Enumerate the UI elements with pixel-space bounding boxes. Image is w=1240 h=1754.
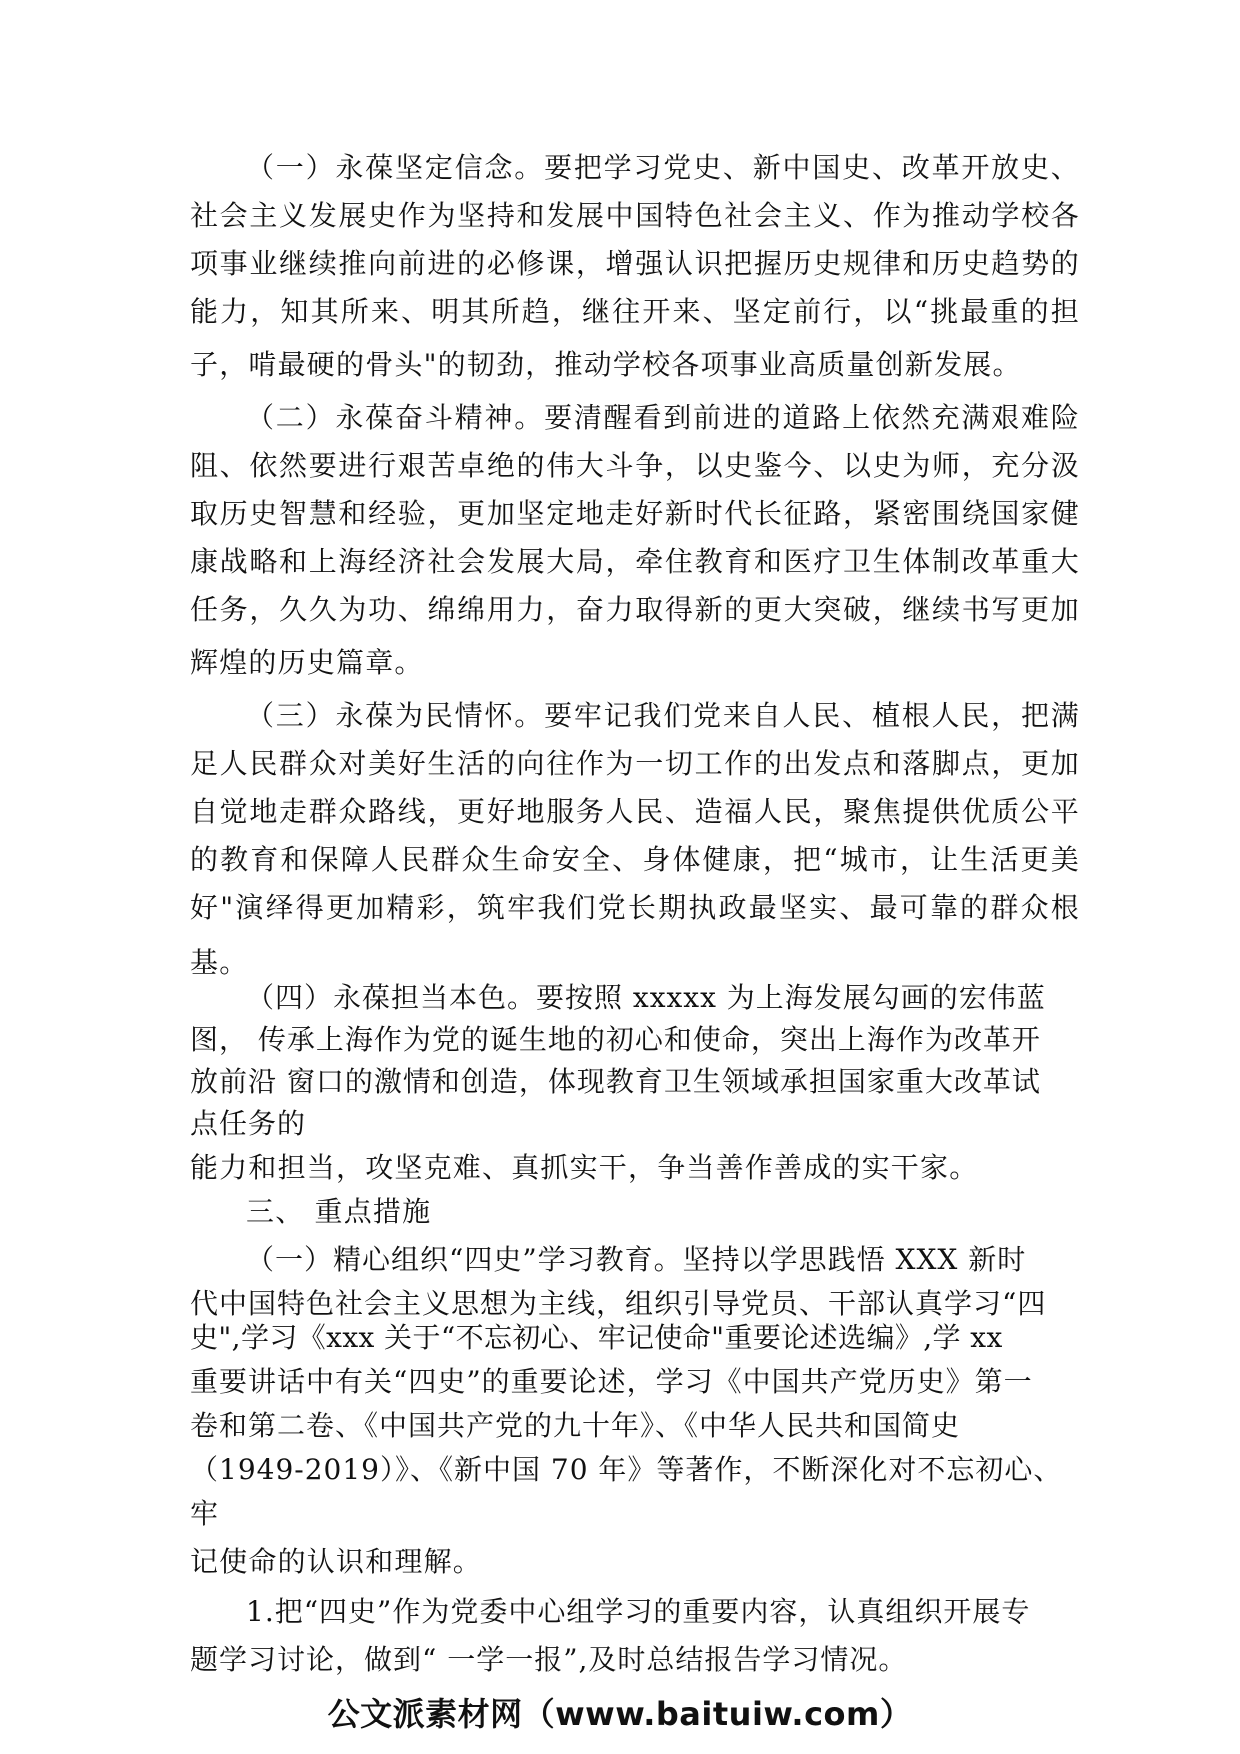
paragraph-line: 项事业继续推向前进的必修课，增强认识把握历史规律和历史趋势的 bbox=[190, 247, 1080, 280]
section-heading: 三、 重点措施 bbox=[246, 1195, 432, 1228]
paragraph-line: 题学习讨论，做到“ 一学一报”,及时总结报告学习情况。 bbox=[190, 1643, 908, 1676]
paragraph-line: 足人民群众对美好生活的向往作为一切工作的出发点和落脚点，更加 bbox=[190, 747, 1080, 780]
paragraph-line: （一）精心组织“四史”学习教育。坚持以学思践悟 XXX 新时 bbox=[246, 1243, 1027, 1276]
paragraph-line: 基。 bbox=[190, 946, 249, 979]
paragraph-line: 取历史智慧和经验，更加坚定地走好新时代长征路，紧密围绕国家健 bbox=[190, 497, 1080, 530]
paragraph-line: 自觉地走群众路线，更好地服务人民、造福人民，聚焦提供优质公平 bbox=[190, 795, 1080, 828]
paragraph-line: 好"演绎得更加精彩，筑牢我们党长期执政最坚实、最可靠的群众根 bbox=[190, 891, 1080, 924]
paragraph-line: 记使命的认识和理解。 bbox=[190, 1545, 483, 1578]
paragraph-line: 卷和第二卷、《中国共产党的九十年》、《中华人民共和国简史 bbox=[190, 1409, 961, 1442]
paragraph-line: 社会主义发展史作为坚持和发展中国特色社会主义、作为推动学校各 bbox=[190, 199, 1080, 232]
paragraph-line: 点任务的 bbox=[190, 1107, 307, 1140]
paragraph-line: 子，啃最硬的骨头"的韧劲，推动学校各项事业高质量创新发展。 bbox=[190, 348, 1022, 381]
footer-watermark: 公文派素材网（www.baituiw.com） bbox=[327, 1695, 913, 1733]
paragraph-line: （四）永葆担当本色。要按照 xxxxx 为上海发展勾画的宏伟蓝 bbox=[246, 981, 1046, 1014]
paragraph-line: （二）永葆奋斗精神。要清醒看到前进的道路上依然充满艰难险 bbox=[246, 401, 1080, 434]
paragraph-line: 康战略和上海经济社会发展大局，牵住教育和医疗卫生体制改革重大 bbox=[190, 545, 1080, 578]
paragraph-line: 的教育和保障人民群众生命安全、身体健康，把“城市，让生活更美 bbox=[190, 843, 1080, 876]
paragraph-line: 任务，久久为功、绵绵用力，奋力取得新的更大突破，继续书写更加 bbox=[190, 593, 1080, 626]
paragraph-line: 阻、依然要进行艰苦卓绝的伟大斗争，以史鉴今、以史为师，充分汲 bbox=[190, 449, 1080, 482]
paragraph-line: 代中国特色社会主义思想为主线，组织引导党员、干部认真学习“四 bbox=[190, 1287, 1047, 1320]
paragraph-line: 重要讲话中有关“四史”的重要论述，学习《中国共产党历史》第一 bbox=[190, 1365, 1033, 1398]
paragraph-line: 牢 bbox=[190, 1497, 220, 1530]
paragraph-line: 1.把“四史”作为党委中心组学习的重要内容，认真组织开展专 bbox=[246, 1595, 1031, 1628]
paragraph-line: （三）永葆为民情怀。要牢记我们党来自人民、植根人民，把满 bbox=[246, 699, 1080, 732]
paragraph-line: 能力，知其所来、明其所趋，继往开来、坚定前行，以“挑最重的担 bbox=[190, 295, 1080, 328]
paragraph-line: 能力和担当，攻坚克难、真抓实干，争当善作善成的实干家。 bbox=[190, 1151, 979, 1184]
paragraph-line: 辉煌的历史篇章。 bbox=[190, 646, 424, 679]
paragraph-line: 图， 传承上海作为党的诞生地的初心和使命，突出上海作为改革开 bbox=[190, 1023, 1041, 1056]
paragraph-line: （1949-2019）》、《新中国 70 年》等著作，不断深化对不忘初心、 bbox=[190, 1453, 1063, 1486]
paragraph-line: 史",学习《xxx 关于“不忘初心、牢记使命"重要论述选编》,学 xx bbox=[190, 1321, 1003, 1354]
paragraph-line: （一）永葆坚定信念。要把学习党史、新中国史、改革开放史、 bbox=[246, 151, 1080, 184]
paragraph-line: 放前沿 窗口的激情和创造，体现教育卫生领域承担国家重大改革试 bbox=[190, 1065, 1041, 1098]
